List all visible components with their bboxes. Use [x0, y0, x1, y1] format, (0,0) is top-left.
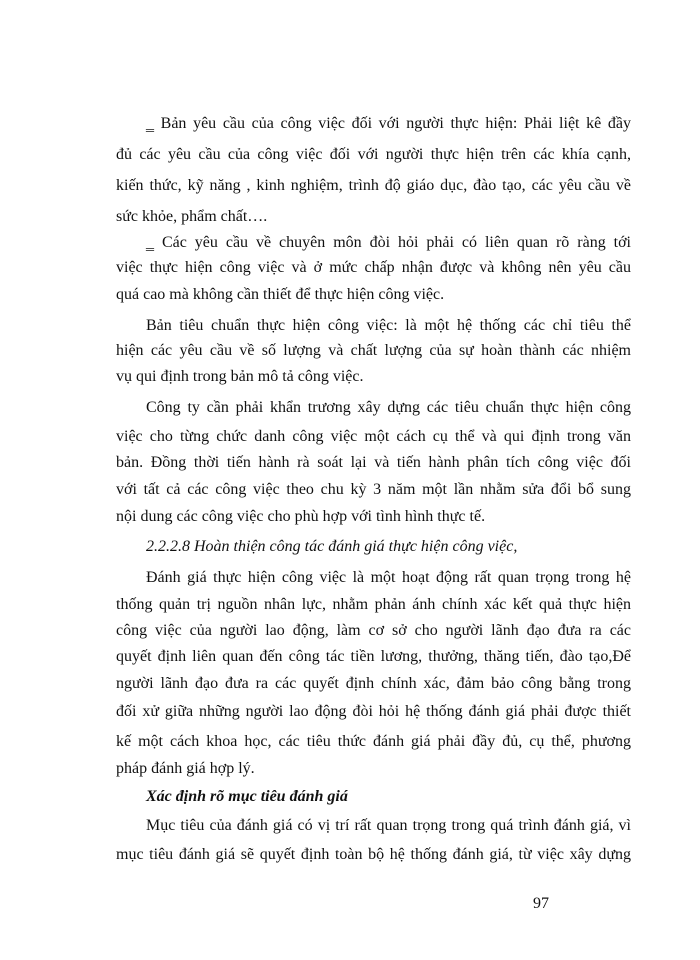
- text-line: việc cho từng chức danh công việc một cách cụ thể và qui định trong văn: [116, 428, 631, 445]
- text-line: nội dung các công việc cho phù hợp với tình hình thực tế.: [116, 508, 486, 525]
- subsection-heading: Xác định rõ mục tiêu đánh giá: [146, 788, 348, 805]
- text-line: pháp đánh giá hợp lý.: [116, 760, 255, 777]
- text-line: với tất cả các công việc theo chu kỳ 3 năm một lần nhằm sửa đổi bổ sung: [116, 481, 631, 498]
- text-line: bản. Đồng thời tiến hành rà soát lại và tiến hành phân tích công việc đối: [116, 454, 631, 471]
- text-line: người lãnh đạo đưa ra các quyết định chính xác, đảm bảo công bằng trong: [116, 675, 631, 692]
- text-line: kiến thức, kỹ năng , kinh nghiệm, trình độ giáo dục, đào tạo, các yêu cầu về: [116, 177, 631, 194]
- text-line: vụ qui định trong bản mô tả công việc.: [116, 368, 364, 385]
- text-line: sức khỏe, phẩm chất….: [116, 208, 268, 225]
- text-line: quyết định liên quan đến công tác tiền lương, thưởng, thăng tiến, đào tạo,Để: [116, 648, 631, 665]
- text-line: Bản tiêu chuẩn thực hiện công việc: là một hệ thống các chỉ tiêu thể: [146, 317, 631, 334]
- text-line: kế một cách khoa học, các tiêu thức đánh giá phải đầy đủ, cụ thể, phương: [116, 733, 631, 750]
- text-line: hiện các yêu cầu về số lượng và chất lượng của sự hoàn thành các nhiệm: [116, 342, 631, 359]
- page-number: 97: [533, 895, 549, 912]
- text-line: đủ các yêu cầu của công việc đối với người thực hiện trên các khía cạnh,: [116, 146, 631, 163]
- section-heading: 2.2.2.8 Hoàn thiện công tác đánh giá thực hiện công việc,: [146, 538, 518, 555]
- text-line: ‗ Bản yêu cầu của công việc đối với người thực hiện: Phải liệt kê đầy: [146, 115, 631, 132]
- text-line: công việc của người lao động, làm cơ sở cho người lãnh đạo đưa ra các: [116, 622, 631, 639]
- text-line: thống quản trị nguồn nhân lực, nhằm phản ánh chính xác kết quả thực hiện: [116, 596, 631, 613]
- text-line: Công ty cần phải khẩn trương xây dựng các tiêu chuẩn thực hiện công: [146, 399, 631, 416]
- text-line: đối xử giữa những người lao động đòi hỏi hệ thống đánh giá phải được thiết: [116, 703, 631, 720]
- text-line: Mục tiêu của đánh giá có vị trí rất quan trọng trong quá trình đánh giá, vì: [146, 817, 631, 834]
- text-line: việc thực hiện công việc và ở mức chấp nhận được và không nên yêu cầu: [116, 259, 631, 276]
- text-line: Đánh giá thực hiện công việc là một hoạt động rất quan trọng trong hệ: [146, 569, 631, 586]
- text-line: quá cao mà không cần thiết để thực hiện công việc.: [116, 286, 445, 303]
- text-line: ‗ Các yêu cầu về chuyên môn đòi hỏi phải có liên quan rõ ràng tới: [146, 234, 631, 251]
- text-line: mục tiêu đánh giá sẽ quyết định toàn bộ hệ thống đánh giá, từ việc xây dựng: [116, 846, 631, 863]
